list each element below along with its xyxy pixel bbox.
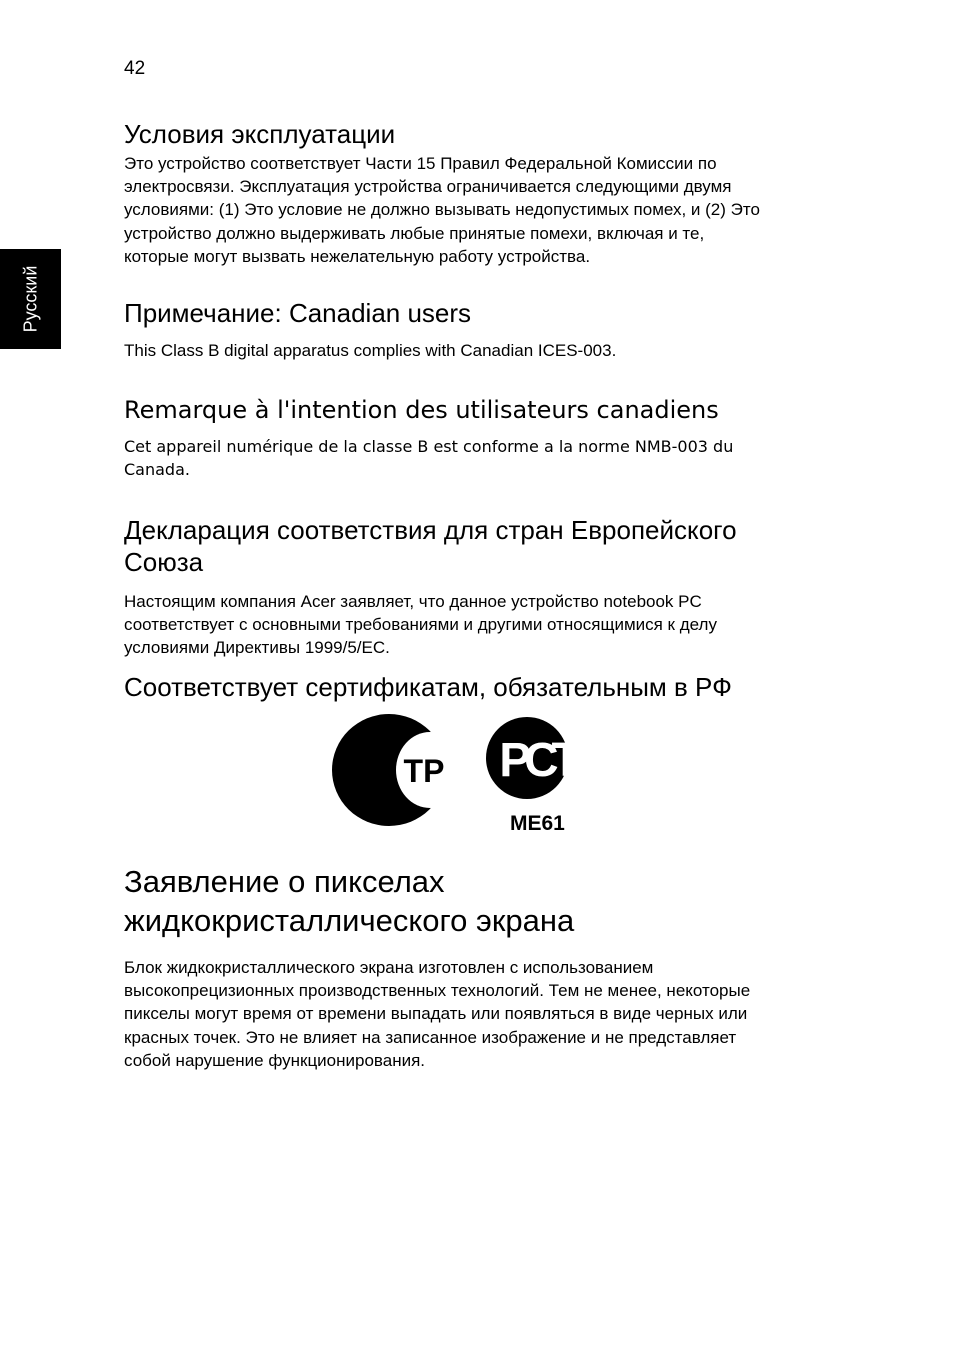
section-remarque: [124, 394, 824, 481]
section-heading: [124, 862, 824, 940]
paragraph-line: которые могут вызвать нежелательную работу устройства.: [124, 246, 591, 266]
paragraph-line: пикселы могут время от времени выпадать или появляться в виде черных или: [124, 1004, 748, 1024]
paragraph-line: соответствует с основными требованиями и другими относящимися к делу: [124, 615, 717, 635]
section-heading: Примечание: Canadian users: [124, 298, 472, 328]
section-heading: Remarque à l'intention des utilisateurs canadiens: [124, 396, 719, 424]
heading-line: Союза: [124, 547, 204, 577]
paragraph-line: Блок жидкокристаллического экрана изготовлен с использованием: [124, 958, 654, 977]
cert-caption: ME61: [510, 812, 565, 835]
paragraph-line: условиями Директивы 1999/5/EC.: [124, 638, 390, 658]
heading-line: Заявление о пикселах: [124, 864, 445, 899]
page-number: 42: [124, 58, 146, 79]
paragraph-line: Canada.: [124, 460, 190, 480]
heading-line: жидкокристаллического экрана: [124, 903, 575, 938]
paragraph-line: высокопрецизионных производственных технологий. Тем не менее, некоторые: [124, 981, 751, 1001]
paragraph-line: Это устройство соответствует Части 15 Правил Федеральной Комиссии по: [124, 154, 717, 173]
paragraph-line: условиями: (1) Это условие не должно вызывать недопустимых помех, и (2) Это: [124, 200, 760, 220]
section-canadian-note: [124, 297, 824, 362]
ctp-logo-text: ТР: [403, 753, 445, 789]
section-rf-certificates: [124, 671, 732, 703]
section-operating-conditions: [124, 118, 824, 268]
paragraph-line: устройство должно выдерживать любые принятые помехи, включая и те,: [124, 223, 705, 243]
paragraph-line: собой нарушение функционирования.: [124, 1050, 426, 1070]
paragraph-line: электросвязи. Эксплуатация устройства ограничивается следующими двумя: [124, 177, 732, 197]
heading-line: Декларация соответствия для стран Европейского: [124, 515, 737, 545]
section-heading: [124, 514, 824, 578]
paragraph-line: Настоящим компания Acer заявляет, что данное устройство notebook PC: [124, 592, 702, 611]
section-heading: Условия эксплуатации: [124, 119, 396, 149]
section-heading: Соответствует сертификатам, обязательным в РФ: [124, 672, 732, 702]
section-lcd-pixel: [124, 862, 824, 1072]
pct-certification-logo: [485, 714, 593, 804]
paragraph-line: This Class B digital apparatus complies with Canadian ICES-003.: [124, 341, 617, 360]
paragraph-line: красных точек. Это не влияет на записанное изображение и не представляет: [124, 1027, 737, 1047]
paragraph-line: Cet appareil numérique de la classe B est conforme a la norme NMB-003 du: [124, 437, 734, 456]
language-tab-label: Русский: [20, 265, 40, 333]
pct-logo-text: РСТ: [499, 734, 575, 787]
section-eu-declaration: [124, 514, 824, 660]
ctp-certification-logo: [330, 712, 465, 830]
language-tab: [0, 249, 61, 349]
